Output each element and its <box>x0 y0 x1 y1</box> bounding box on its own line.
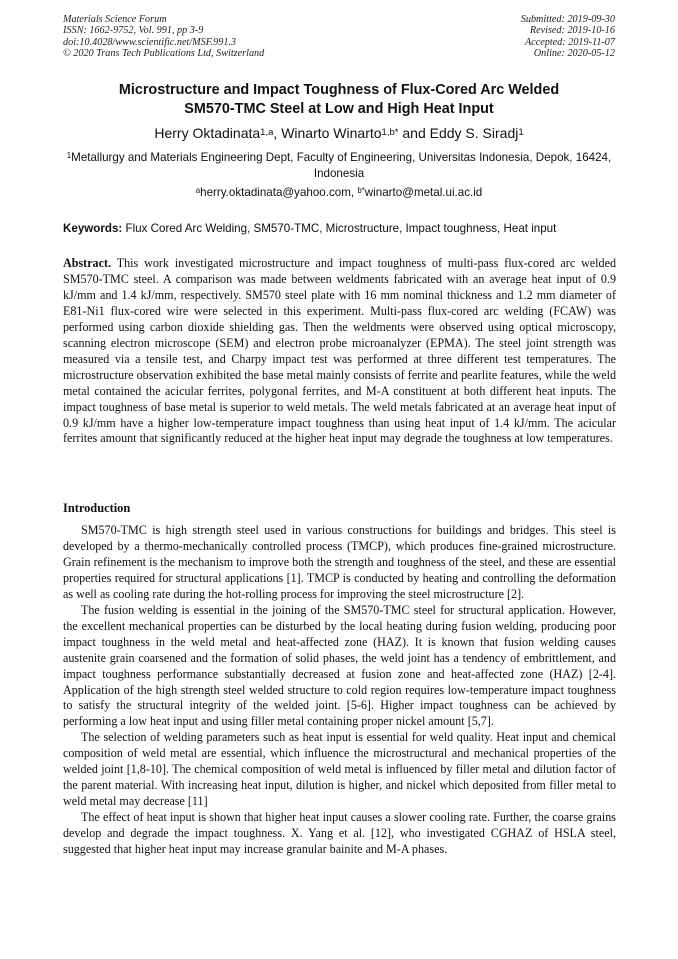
affiliation <box>62 150 616 181</box>
accepted-date: Accepted: 2019-11-07 <box>524 36 615 48</box>
copyright: © 2020 Trans Tech Publications Ltd, Switzerland <box>63 47 265 59</box>
abstract-text: This work investigated microstructure and impact toughness of multi-pass flux-cored arc welded SM570-TMC steel. A comparison was made between weldments fabricated with an average heat input of 0.9 kJ/mm and 1.4 kJ/mm, respectively. SM570 steel plate with 16 mm nominal thickness and 1.2 mm diameter of E81-Ni1 flux-cored wire were selected in this experiment. Multi-pass flux-cored arc welding (FCAW) was performed using carbon dioxide shielding gas. Then the weldments were observed using optical microscopy, scanning electron microscope (SEM) and electron probe microanalyzer (EPMA). The steel joint strength was measured via a tensile test, and Charpy impact test was performed at three different test temperatures. The microstructure observation exhibited the base metal mainly consists of ferrite and pearlite features, while the weld metal contained the acicular ferrites, polygonal ferrites, and M-A constituent at both different heat inputs. The impact toughness of base metal is superior to weld metals. The weld metals fabricated at an average heat input of 0.9 kJ/mm have a higher low-temperature impact toughness than using heat input of 1.4 kJ/mm. The acicular ferrites amount that significantly reduced at the higher heat input may degrade the toughness at low temperatures. <box>63 256 616 446</box>
author-emails <box>40 185 638 200</box>
revised-date: Revised: 2019-10-16 <box>529 25 615 37</box>
paragraph: SM570-TMC is high strength steel used in various constructions for buildings and bridges. This steel is developed by a thermo-mechanically controlled process (TMCP), which produces fine-grained microstructure. Grain refinement is the mechanism to improve both the strength and toughness of the steel, and these are essential properties required for structural applications [1]. TMCP is conducted by heating and controlling the deformation as well as cooling rate during the hot-rolling process for improving the steel microstructure [2]. <box>63 523 616 601</box>
section-heading: Introduction <box>63 501 131 515</box>
paragraph: The effect of heat input is shown that higher heat input causes a slower cooling rate. Further, the coarse grains develop and degrade the impact toughness. X. Yang et al. [12], who investigated CGHAZ of HSLA steel, suggested that higher heat input may increase granular bainite and M-A phases. <box>63 810 616 857</box>
email-superscript: a <box>195 186 201 196</box>
keywords-label: Keywords: <box>63 222 123 235</box>
email-superscript: b* <box>357 186 365 196</box>
keywords <box>63 221 618 236</box>
paper-title <box>40 81 638 118</box>
email-address: herry.oktadinata@yahoo.com <box>200 186 351 199</box>
journal-info <box>63 14 264 59</box>
abstract <box>63 256 616 447</box>
journal-name: Materials Science Forum <box>63 14 167 25</box>
online-date: Online: 2020-05-12 <box>533 47 615 59</box>
affiliation-superscript: 1 <box>66 151 72 161</box>
author-separator: and <box>398 125 430 141</box>
introduction-body <box>63 523 616 858</box>
doi: doi:10.4028/www.scientific.net/MSF.991.3 <box>63 36 237 48</box>
author-name: Herry Oktadinata <box>154 125 261 141</box>
author-list <box>40 124 638 142</box>
publication-dates <box>521 14 615 59</box>
author-separator: , <box>273 125 282 141</box>
author-name: Eddy S. Siradj <box>429 125 519 141</box>
author-superscript: 1 <box>518 126 524 138</box>
paragraph: The fusion welding is essential in the joining of the SM570-TMC steel for structural application. However, the excellent mechanical properties can be disturbed by the local heating during fusion welding, producing poor impact toughness in the weld metal and heat-affected zone (HAZ). It is known that fusion welding causes austenite grain coarsened and the formation of solid phases, the weld joint has a tendency of embrittlement, and impact toughness performance substantially decreased at fusion zone and heat-affected zone (HAZ) [2-4]. Application of the high strength steel welded structure to cold region requires low-temperature impact toughness to satisfy the structural integrity of the welded joint. [5-6]. Higher impact toughness can be achieved by performing a low heat input and using filler metal containing proper nickel amount [5,7]. <box>63 602 616 729</box>
email-address: winarto@metal.ui.ac.id <box>364 186 483 199</box>
title-line-1: Microstructure and Impact Toughness of Flux-Cored Arc Welded <box>118 82 560 98</box>
paragraph: The selection of welding parameters such as heat input is essential for weld quality. Heat input and chemical composition of weld metal are essential, which influence the microstructural and mechanical properties of the welded joint [1,8-10]. The chemical composition of weld metal is influenced by filler metal and dilution factor of the parent material. With increasing heat input, dilution is higher, and nickel which deposited from filler metal to weld metal may decrease [11] <box>63 730 616 809</box>
issn-volume: ISSN: 1662-9752, Vol. 991, pp 3-9 <box>63 25 204 37</box>
keywords-text: Flux Cored Arc Welding, SM570-TMC, Microstructure, Impact toughness, Heat input <box>122 222 557 235</box>
author-superscript: 1,b* <box>381 126 399 138</box>
title-line-2: SM570-TMC Steel at Low and High Heat Input <box>184 100 494 117</box>
affiliation-text: Metallurgy and Materials Engineering Dept, Faculty of Engineering, Universitas Indonesia, Depok, 16424, Indonesia <box>71 151 612 180</box>
author-superscript: 1,a <box>260 126 274 138</box>
author-name: Winarto Winarto <box>281 125 382 141</box>
abstract-label: Abstract. <box>63 256 112 270</box>
email-separator: , <box>350 186 358 199</box>
submitted-date: Submitted: 2019-09-30 <box>520 14 615 25</box>
